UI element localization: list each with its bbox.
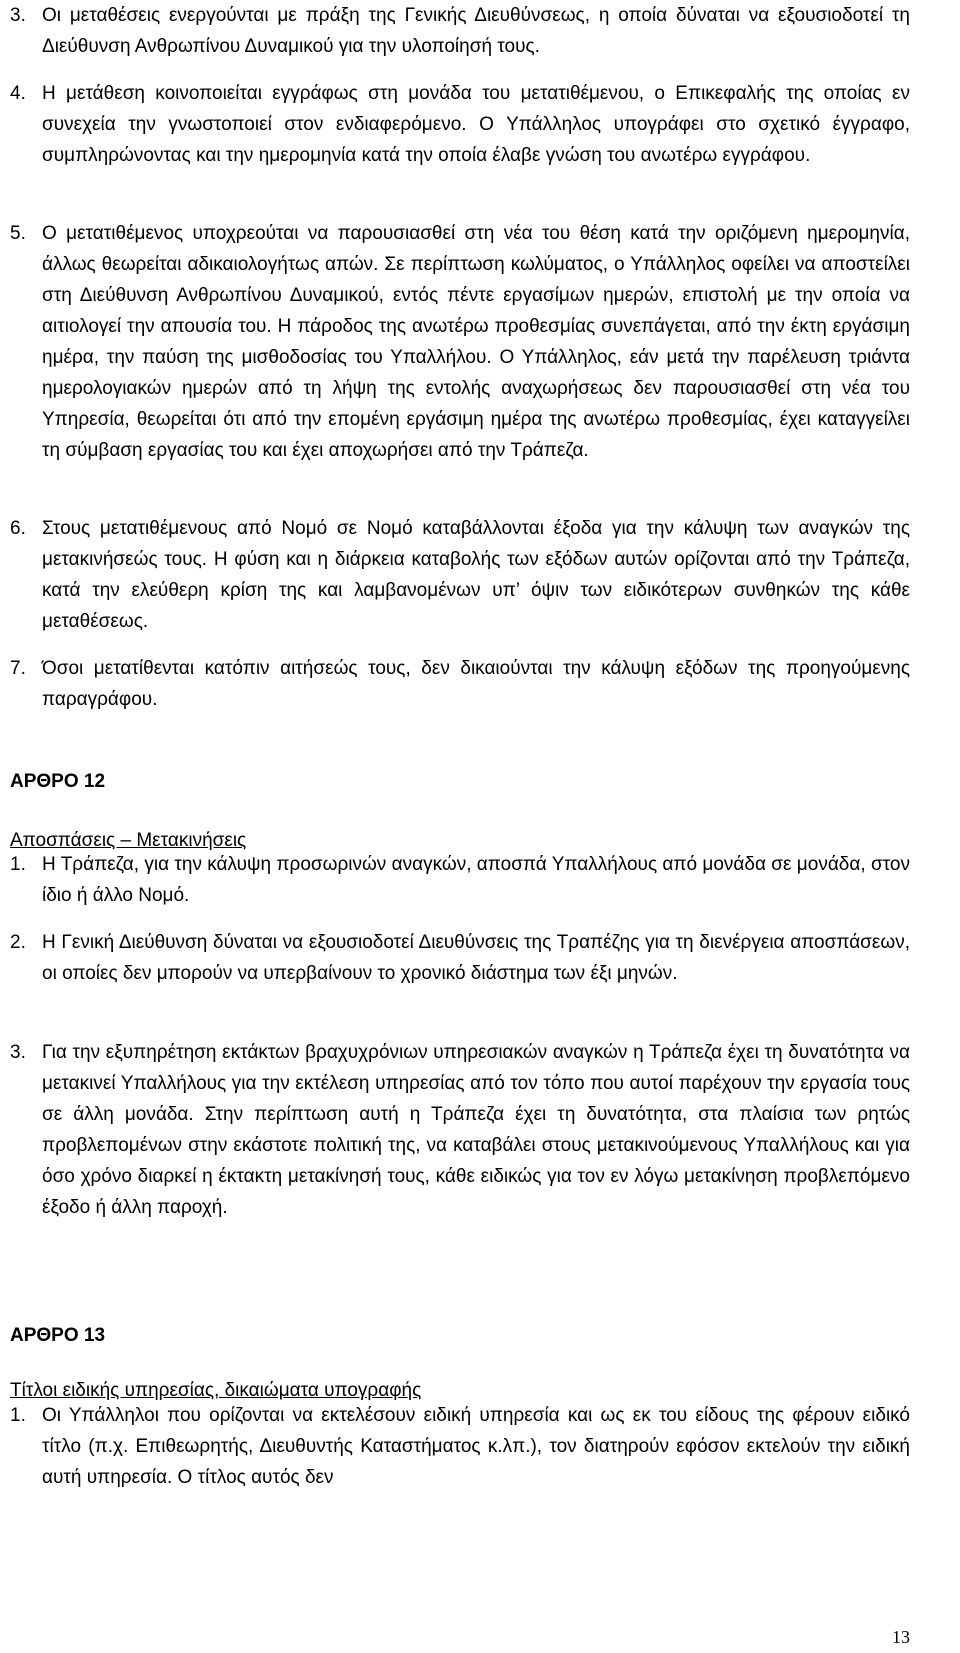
article-12-subtitle: Αποσπάσεις – Μετακινήσεις [10,830,247,851]
article-12-item-2 [10,927,910,989]
item-number: 3. [10,1042,26,1063]
paragraph-3 [10,0,910,62]
paragraph-4 [10,78,910,171]
article-12-item-1 [10,849,910,911]
item-number: 5. [10,223,26,244]
item-number: 4. [10,83,26,104]
item-text: Η Γενική Διεύθυνση δύναται να εξουσιοδοτεί Διευθύνσεις της Τραπέζης για τη διενέργεια αποσπάσεων, οι οποίες δεν μπορούν να υπερβαίνουν το χρονικό διάστημα των έξι μηνών. [42,932,910,984]
item-text: Η Τράπεζα, για την κάλυψη προσωρινών αναγκών, αποσπά Υπαλλήλους από μονάδα σε μονάδα, στον ίδιο ή άλλο Νομό. [42,854,910,906]
item-text: Όσοι μετατίθενται κατόπιν αιτήσεώς τους, δεν δικαιούνται την κάλυψη εξόδων της προηγούμενης παραγράφου. [42,658,910,710]
paragraph-7 [10,653,910,715]
item-text: Οι Υπάλληλοι που ορίζονται να εκτελέσουν ειδική υπηρεσία και ως εκ του είδους της φέρουν ειδικό τίτλο (π.χ. Επιθεωρητής, Διευθυντής Καταστήματος κ.λπ.), τον διατηρούν εφόσον εκτελούν την ειδική αυτή υπηρεσία. Ο τίτλος αυτός δεν [42,1405,910,1488]
item-number: 7. [10,658,26,679]
item-text: Για την εξυπηρέτηση εκτάκτων βραχυχρόνιων υπηρεσιακών αναγκών η Τράπεζα έχει τη δυνατότητα να μετακινεί Υπαλλήλους για την εκτέλεση υπηρεσίας από τον τόπο που αυτοί παρέχουν την εργασία τους σε άλλη μονάδα. Στην περίπτωση αυτή η Τράπεζα έχει τη δυνατότητα, στα πλαίσια των ρητώς προβλεπομένων στην εκάστοτε πολιτική της, να καταβάλει στους μετακινούμενους Υπαλλήλους και για όσο χρόνο διαρκεί η έκτακτη μετακίνησή τους, κάθε ειδικώς για τον εν λόγω μετακίνηση προβλεπόμενο έξοδο ή άλλη παροχή. [42,1042,910,1218]
paragraph-5 [10,218,910,466]
article-13-item-1 [10,1400,910,1493]
page-number: 13 [892,1627,910,1647]
item-text: Στους μετατιθέμενους από Νομό σε Νομό καταβάλλονται έξοδα για την κάλυψη των αναγκών της μετακινήσεώς τους. Η φύση και η διάρκεια καταβολής των εξόδων αυτών ορίζονται από την Τράπεζα, κατά την ελεύθερη κρίση της και λαμβανομένων υπ’ όψιν των ειδικότερων συνθηκών της κάθε μεταθέσεως. [42,518,910,632]
article-12-heading: ΑΡΘΡΟ 12 [10,771,106,792]
item-number: 1. [10,1405,26,1426]
item-text: Η μετάθεση κοινοποιείται εγγράφως στη μονάδα του μετατιθέμενου, ο Επικεφαλής της οποίας εν συνεχεία την γνωστοποιεί στον ενδιαφερόμενο. Ο Υπάλληλος υπογράφει στο σχετικό έγγραφο, συμπληρώνοντας και την ημερομηνία κατά την οποία έλαβε γνώση του ανωτέρω εγγράφου. [42,83,910,166]
article-12-item-3 [10,1037,910,1223]
item-text: Οι μεταθέσεις ενεργούνται με πράξη της Γενικής Διευθύνσεως, η οποία δύναται να εξουσιοδοτεί τη Διεύθυνση Ανθρωπίνου Δυναμικού για την υλοποίησή τους. [42,5,910,57]
paragraph-6 [10,513,910,637]
item-number: 6. [10,518,26,539]
article-13-heading: ΑΡΘΡΟ 13 [10,1325,106,1346]
item-text: Ο μετατιθέμενος υποχρεούται να παρουσιασθεί στη νέα του θέση κατά την οριζόμενη ημερομηνία, άλλως θεωρείται αδικαιολογήτως απών. Σε περίπτωση κωλύματος, ο Υπάλληλος οφείλει να αποστείλει στη Διεύθυνση Ανθρωπίνου Δυναμικού, εντός πέντε εργασίμων ημερών, επιστολή με την οποία να αιτιολογεί την απουσία του. Η πάροδος της ανωτέρω προθεσμίας συνεπάγεται, από την έκτη εργάσιμη ημέρα, την παύση της μισθοδοσίας του Υπαλλήλου. Ο Υπάλληλος, εάν μετά την παρέλευση τριάντα ημερολογιακών ημερών από τη λήψη της εντολής αναχωρήσεως δεν παρουσιασθεί στη νέα του Υπηρεσία, θεωρείται ότι από την επομένη εργάσιμη ημέρα της ανωτέρω προθεσμίας, έχει καταγγείλει τη σύμβαση εργασίας του και έχει αποχωρήσει από την Τράπεζα. [42,223,910,461]
item-number: 3. [10,5,26,26]
article-13-subtitle: Τίτλοι ειδικής υπηρεσίας, δικαιώματα υπογραφής [10,1380,422,1401]
item-number: 1. [10,854,26,875]
item-number: 2. [10,932,26,953]
